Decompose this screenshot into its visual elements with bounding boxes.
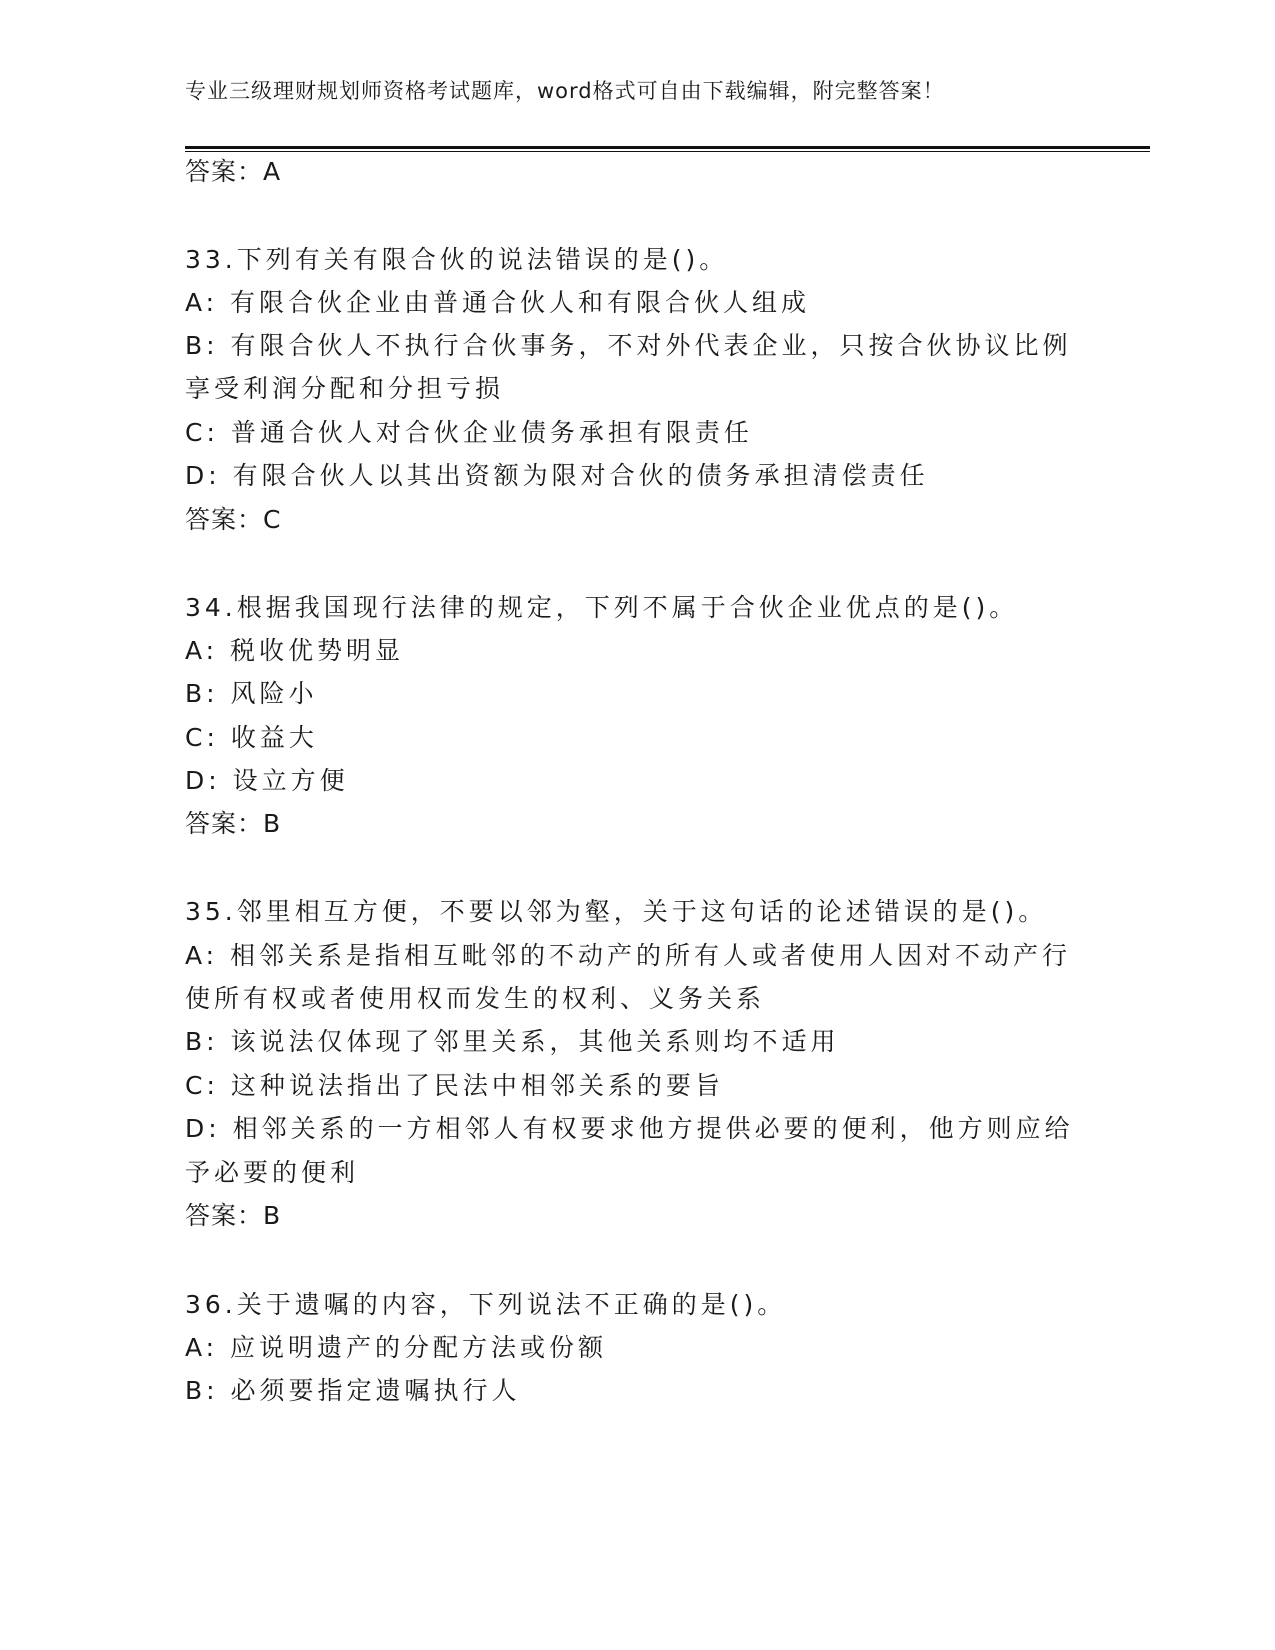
option-b-continued: 享受利润分配和分担亏损 — [185, 374, 505, 403]
option-d-continued: 予必要的便利 — [185, 1158, 360, 1187]
answer-line: 答案：A — [185, 157, 282, 186]
header-rule — [185, 146, 1150, 149]
option-b: B: 风险小 — [185, 679, 318, 708]
question-stem: 36.关于遗嘱的内容，下列说法不正确的是()。 — [185, 1290, 787, 1319]
option-c: C: 这种说法指出了民法中相邻关系的要旨 — [185, 1071, 724, 1100]
option-a: A: 税收优势明显 — [185, 636, 405, 665]
answer-line: 答案：C — [185, 505, 282, 534]
option-b: B: 必须要指定遗嘱执行人 — [185, 1376, 521, 1405]
option-b: B: 有限合伙人不执行合伙事务，不对外代表企业，只按合伙协议比例 — [185, 331, 1072, 360]
page-header: 专业三级理财规划师资格考试题库，word格式可自由下载编辑，附完整答案！ — [185, 79, 945, 103]
question-stem: 33.下列有关有限合伙的说法错误的是()。 — [185, 245, 729, 274]
option-d: D: 相邻关系的一方相邻人有权要求他方提供必要的便利，他方则应给 — [185, 1114, 1074, 1143]
option-d: D: 设立方便 — [185, 766, 349, 795]
option-a: A: 有限合伙企业由普通合伙人和有限合伙人组成 — [185, 288, 811, 317]
option-d: D: 有限合伙人以其出资额为限对合伙的债务承担清偿责任 — [185, 461, 929, 490]
option-b: B: 该说法仅体现了邻里关系，其他关系则均不适用 — [185, 1027, 840, 1056]
question-stem: 35.邻里相互方便，不要以邻为壑，关于这句话的论述错误的是()。 — [185, 897, 1048, 926]
header-rule-thin — [185, 151, 1150, 152]
option-c: C: 收益大 — [185, 723, 318, 752]
question-stem: 34.根据我国现行法律的规定，下列不属于合伙企业优点的是()。 — [185, 593, 1019, 622]
option-a: A: 相邻关系是指相互毗邻的不动产的所有人或者使用人因对不动产行 — [185, 941, 1072, 970]
option-a: A: 应说明遗产的分配方法或份额 — [185, 1333, 608, 1362]
option-a-continued: 使所有权或者使用权而发生的权利、义务关系 — [185, 984, 766, 1013]
answer-line: 答案：B — [185, 809, 282, 838]
answer-line: 答案：B — [185, 1201, 282, 1230]
option-c: C: 普通合伙人对合伙企业债务承担有限责任 — [185, 418, 753, 447]
